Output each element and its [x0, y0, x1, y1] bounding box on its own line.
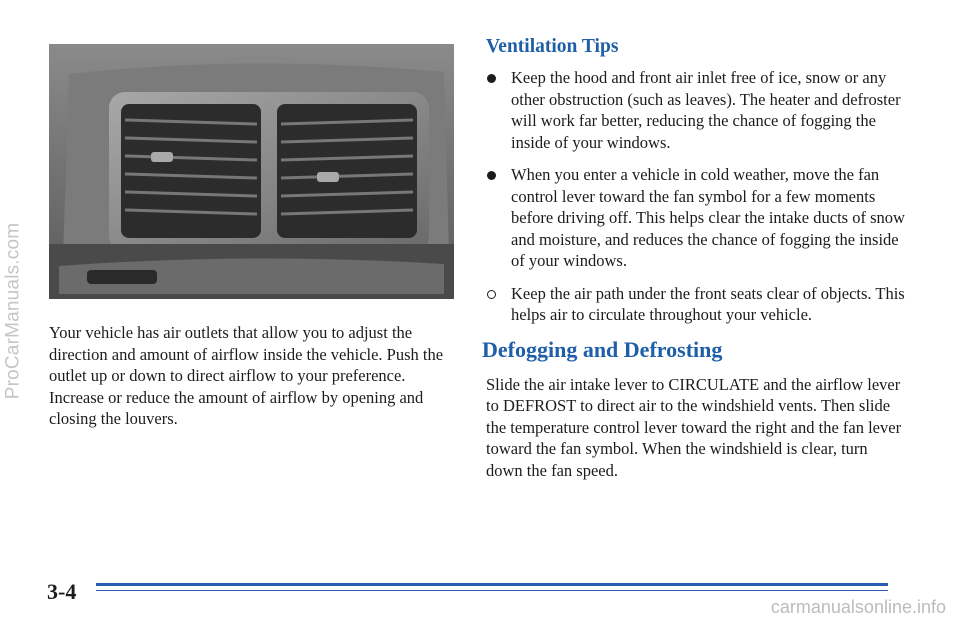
outlet-description: Your vehicle has air outlets that allow you to adjust the direction and amount of airflow inside the vehicle. Push the outlet up or down to direct airflow to your preference. Increase or reduce the amount of airflow by opening and closing the louvers. — [49, 323, 444, 428]
defogging-heading: Defogging and Defrosting — [482, 336, 723, 362]
footer-rule — [96, 583, 888, 586]
side-watermark — [0, 0, 26, 621]
bullet-icon — [487, 290, 496, 299]
list-item — [486, 67, 906, 153]
tip-text: When you enter a vehicle in cold weather, move the fan control lever toward the fan symbol for a few moments before driving off. This helps clear the intake ducts of snow and moisture, and reduces the chance of fogging the inside of your windows. — [511, 165, 905, 270]
bullet-icon — [487, 74, 496, 83]
right-column — [482, 36, 906, 481]
ventilation-tips-list — [486, 67, 906, 326]
bottom-watermark: carmanualsonline.info — [770, 597, 946, 617]
footer-rule-thin — [96, 590, 888, 591]
vent-illustration — [49, 44, 454, 299]
bullet-icon — [487, 171, 496, 180]
list-item — [486, 164, 906, 272]
tip-text: Keep the air path under the front seats clear of objects. This helps air to circulate throughout your vehicle. — [511, 283, 905, 324]
page-number: 3-4 — [47, 579, 77, 604]
defogging-text: Slide the air intake lever to CIRCULATE and the airflow lever to DEFROST to direct air to the windshield vents. Then slide the temperature control lever toward the right and the fan lever toward the fan symbol. When the windshield is clear, turn down the fan speed. — [486, 374, 902, 480]
air-outlet-vents-photo — [49, 44, 454, 299]
list-item — [486, 283, 906, 326]
side-watermark-text: ProCarManuals.com — [2, 222, 24, 399]
tip-text: Keep the hood and front air inlet free of ice, snow or any other obstruction (such as leaves). The heater and defroster will work far better, reducing the chance of fogging the inside of your windows. — [511, 68, 901, 152]
ventilation-tips-heading: Ventilation Tips — [486, 36, 619, 57]
